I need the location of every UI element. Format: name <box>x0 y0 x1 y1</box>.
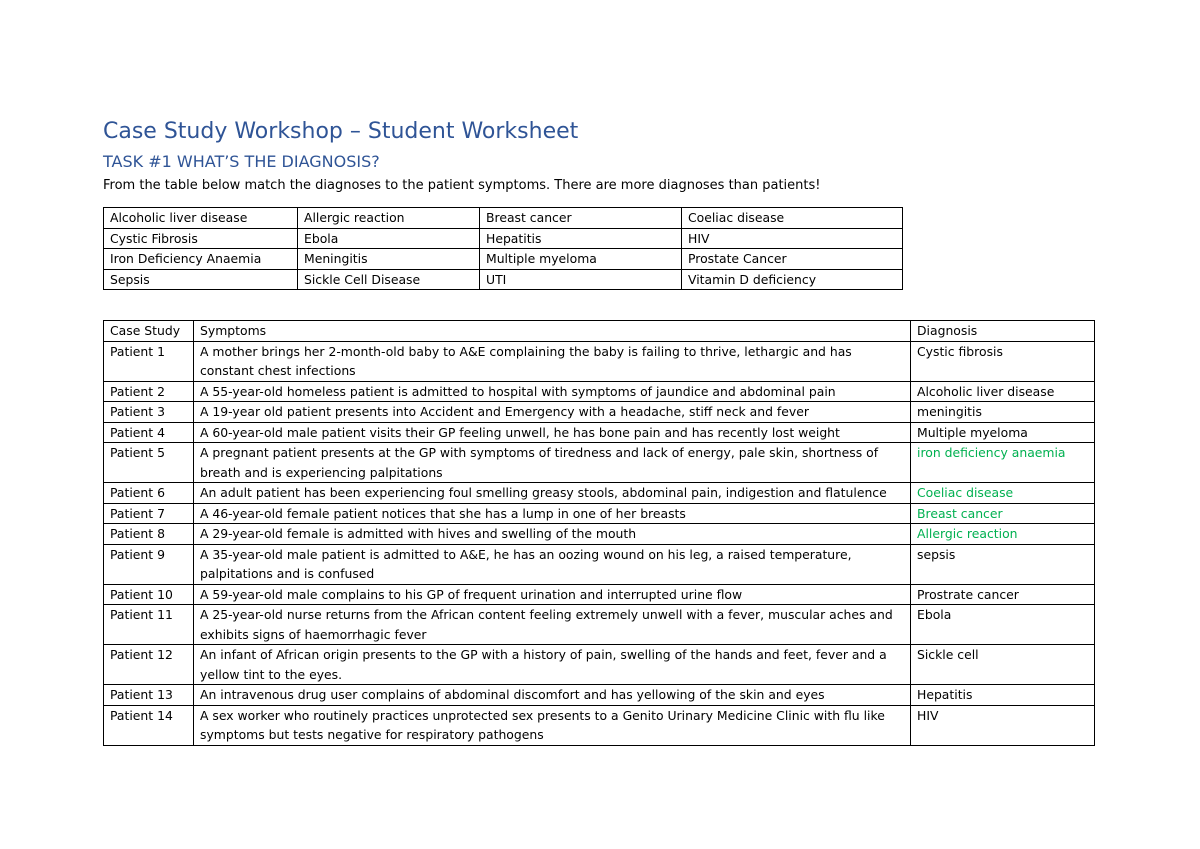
symptoms-text: A 60-year-old male patient visits their GP feeling unwell, he has bone pain and has recently lost weight <box>194 422 911 443</box>
diagnoses-row <box>104 269 903 290</box>
diagnosis-answer: Multiple myeloma <box>911 422 1095 443</box>
diagnosis-answer: Cystic fibrosis <box>911 341 1095 381</box>
diagnosis-option: Sepsis <box>104 269 298 290</box>
diagnosis-answer: Coeliac disease <box>911 483 1095 504</box>
patient-label: Patient 12 <box>104 645 194 685</box>
symptoms-text: A 35-year-old male patient is admitted to A&E, he has an oozing wound on his leg, a raised temperature, palpitations and is confused <box>194 544 911 584</box>
table-row <box>104 422 1095 443</box>
symptoms-text: A 55-year-old homeless patient is admitted to hospital with symptoms of jaundice and abdominal pain <box>194 381 911 402</box>
patient-label: Patient 5 <box>104 443 194 483</box>
symptoms-text: A 29-year-old female is admitted with hives and swelling of the mouth <box>194 524 911 545</box>
patient-label: Patient 6 <box>104 483 194 504</box>
symptoms-text: An intravenous drug user complains of abdominal discomfort and has yellowing of the skin and eyes <box>194 685 911 706</box>
header-symptoms: Symptoms <box>194 321 911 342</box>
diagnosis-option: HIV <box>682 228 903 249</box>
symptoms-text: A 59-year-old male complains to his GP of frequent urination and interrupted urine flow <box>194 584 911 605</box>
patient-label: Patient 9 <box>104 544 194 584</box>
patient-label: Patient 3 <box>104 402 194 423</box>
diagnosis-option: Meningitis <box>298 249 480 270</box>
diagnosis-answer: HIV <box>911 705 1095 745</box>
table-row <box>104 503 1095 524</box>
header-diagnosis: Diagnosis <box>911 321 1095 342</box>
diagnoses-row <box>104 208 903 229</box>
diagnosis-option: Alcoholic liver disease <box>104 208 298 229</box>
symptoms-text: A 46-year-old female patient notices that she has a lump in one of her breasts <box>194 503 911 524</box>
diagnosis-answer: Prostrate cancer <box>911 584 1095 605</box>
diagnosis-option: Cystic Fibrosis <box>104 228 298 249</box>
table-row <box>104 584 1095 605</box>
symptoms-text: A 19-year old patient presents into Accident and Emergency with a headache, stiff neck and fever <box>194 402 911 423</box>
diagnosis-answer: iron deficiency anaemia <box>911 443 1095 483</box>
diagnosis-option: Vitamin D deficiency <box>682 269 903 290</box>
table-row <box>104 605 1095 645</box>
diagnosis-answer: Ebola <box>911 605 1095 645</box>
page-title: Case Study Workshop – Student Worksheet <box>103 119 579 144</box>
diagnoses-table <box>103 207 903 290</box>
diagnosis-option: Multiple myeloma <box>480 249 682 270</box>
patient-label: Patient 14 <box>104 705 194 745</box>
header-case-study: Case Study <box>104 321 194 342</box>
symptoms-text: A 25-year-old nurse returns from the African content feeling extremely unwell with a fever, muscular aches and exhibits signs of haemorrhagic fever <box>194 605 911 645</box>
table-row <box>104 645 1095 685</box>
diagnosis-option: Breast cancer <box>480 208 682 229</box>
diagnosis-answer: Allergic reaction <box>911 524 1095 545</box>
patient-label: Patient 8 <box>104 524 194 545</box>
symptoms-text: A sex worker who routinely practices unprotected sex presents to a Genito Urinary Medicine Clinic with flu like symptoms but tests negative for respiratory pathogens <box>194 705 911 745</box>
task-heading: TASK #1 WHAT’S THE DIAGNOSIS? <box>103 152 380 171</box>
diagnosis-option: Allergic reaction <box>298 208 480 229</box>
diagnosis-option: Iron Deficiency Anaemia <box>104 249 298 270</box>
table-row <box>104 685 1095 706</box>
table-row <box>104 483 1095 504</box>
diagnosis-option: Hepatitis <box>480 228 682 249</box>
diagnosis-answer: meningitis <box>911 402 1095 423</box>
patient-label: Patient 2 <box>104 381 194 402</box>
case-study-table <box>103 320 1095 746</box>
diagnosis-option: Coeliac disease <box>682 208 903 229</box>
diagnosis-option: UTI <box>480 269 682 290</box>
diagnosis-answer: Alcoholic liver disease <box>911 381 1095 402</box>
table-row <box>104 524 1095 545</box>
symptoms-text: An infant of African origin presents to the GP with a history of pain, swelling of the hands and feet, fever and a yellow tint to the eyes. <box>194 645 911 685</box>
diagnosis-option: Sickle Cell Disease <box>298 269 480 290</box>
diagnoses-row <box>104 228 903 249</box>
diagnosis-answer: Sickle cell <box>911 645 1095 685</box>
symptoms-text: A mother brings her 2-month-old baby to A&E complaining the baby is failing to thrive, lethargic and has constant chest infections <box>194 341 911 381</box>
table-row <box>104 381 1095 402</box>
table-row <box>104 705 1095 745</box>
diagnoses-row <box>104 249 903 270</box>
diagnosis-answer: Hepatitis <box>911 685 1095 706</box>
diagnosis-option: Ebola <box>298 228 480 249</box>
symptoms-text: A pregnant patient presents at the GP with symptoms of tiredness and lack of energy, pale skin, shortness of breath and is experiencing palpitations <box>194 443 911 483</box>
patient-label: Patient 11 <box>104 605 194 645</box>
patient-label: Patient 4 <box>104 422 194 443</box>
patient-label: Patient 7 <box>104 503 194 524</box>
symptoms-text: An adult patient has been experiencing foul smelling greasy stools, abdominal pain, indigestion and flatulence <box>194 483 911 504</box>
table-row <box>104 402 1095 423</box>
patient-label: Patient 13 <box>104 685 194 706</box>
table-row <box>104 443 1095 483</box>
table-row <box>104 544 1095 584</box>
table-header-row <box>104 321 1095 342</box>
diagnosis-answer: Breast cancer <box>911 503 1095 524</box>
instructions-text: From the table below match the diagnoses to the patient symptoms. There are more diagnoses than patients! <box>103 178 821 193</box>
patient-label: Patient 1 <box>104 341 194 381</box>
diagnosis-answer: sepsis <box>911 544 1095 584</box>
diagnosis-option: Prostate Cancer <box>682 249 903 270</box>
table-row <box>104 341 1095 381</box>
patient-label: Patient 10 <box>104 584 194 605</box>
